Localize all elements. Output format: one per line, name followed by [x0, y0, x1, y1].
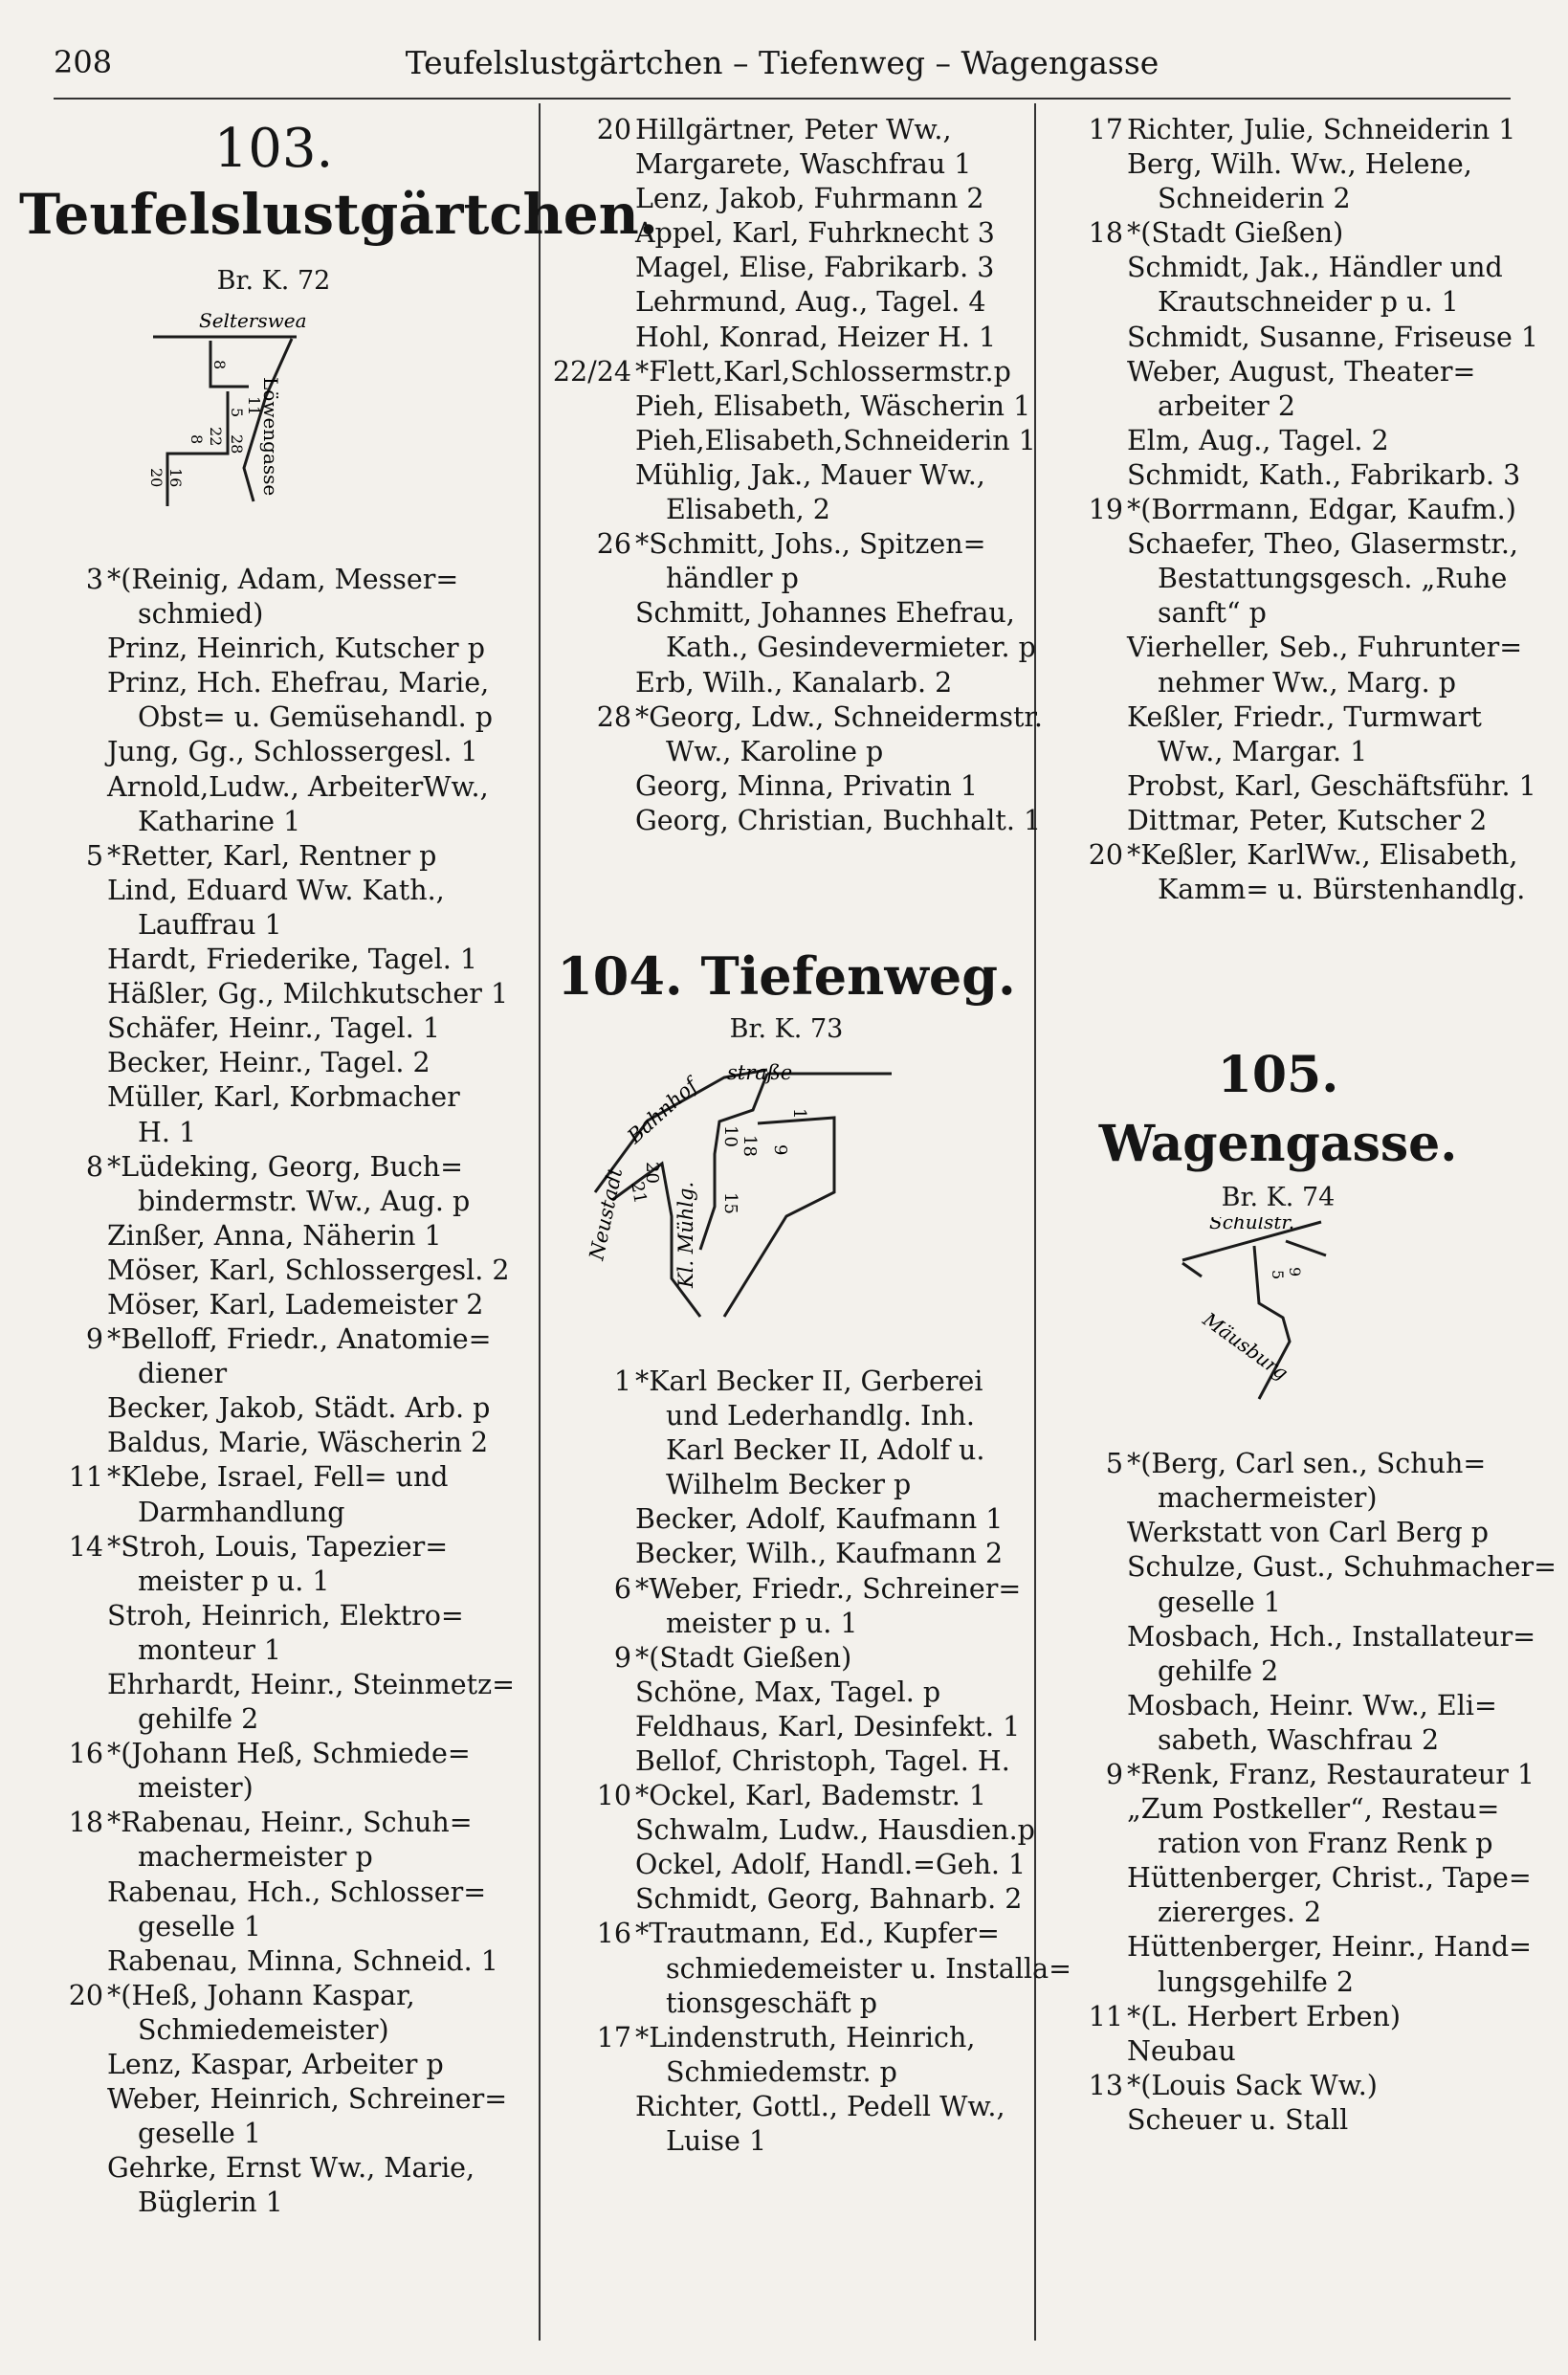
entry-line: *Trautmann, Ed., Kupfer=: [635, 1918, 1000, 1950]
house-number: 9: [613, 1641, 631, 1674]
page-header: [54, 38, 1511, 92]
map-label-schulstr: Schulstr.: [1209, 1217, 1295, 1234]
entries-top: [1039, 113, 1539, 907]
entry: [1039, 493, 1536, 838]
entry-line: Weber, August, Theater=: [1127, 355, 1476, 388]
entry-line: bindermstr. Ww., Aug. p: [138, 1185, 471, 1217]
entry-line: meister): [138, 1772, 254, 1805]
map-label-bahnhof: Bahnhof: [623, 1074, 702, 1148]
entry-line: Schulze, Gust., Schuhmacher=: [1127, 1551, 1557, 1584]
map-label-right-street: Löwengasse: [259, 377, 282, 497]
entry: [547, 700, 1043, 838]
entry-line: Schmidt, Jak., Händler und: [1127, 252, 1503, 284]
entry-line: Luise 1: [666, 2125, 767, 2158]
map-label-n10: 10: [720, 1124, 740, 1147]
entry-line: Vierheller, Seb., Fuhrunter=: [1127, 632, 1523, 664]
entry-line: Hüttenberger, Christ., Tape=: [1127, 1862, 1532, 1895]
entry: [547, 527, 1036, 699]
house-number: 17: [596, 2021, 631, 2053]
entry-line: Schöne, Max, Tagel. p: [635, 1676, 941, 1708]
entry-line: Ww., Karoline p: [666, 735, 884, 767]
entry-line: *Keßler, KarlWw., Elisabeth,: [1127, 838, 1518, 871]
entry: [1039, 2069, 1517, 2138]
entry-line: *Lindenstruth, Heinrich,: [635, 2021, 976, 2053]
entry: [1039, 838, 1526, 907]
entry-line: Schäfer, Heinr., Tagel. 1: [107, 1012, 440, 1045]
entry-line: Möser, Karl, Lademeister 2: [107, 1288, 484, 1321]
house-number: 18: [1088, 217, 1123, 250]
entry-line: *(Reinig, Adam, Messer=: [107, 564, 459, 595]
entry-line: händler p: [666, 563, 799, 595]
entry-line: geselle 1: [1158, 1586, 1281, 1618]
entry-line: Becker, Heinr., Tagel. 2: [107, 1047, 431, 1079]
street-map: [19, 300, 528, 540]
entry-line: Feldhaus, Karl, Desinfekt. 1: [635, 1710, 1021, 1742]
entry-line: schmiedemeister u. Installa=: [666, 1952, 1071, 1985]
entry-line: Pieh, Elisabeth, Wäscherin 1: [635, 389, 1031, 422]
map-line: [1182, 1263, 1202, 1276]
house-number: 17: [1088, 114, 1123, 145]
entry: [547, 2021, 1026, 2159]
district-label: Br. K. 73: [729, 1013, 844, 1044]
house-number: 10: [596, 1780, 631, 1812]
entry: [1039, 2000, 1517, 2069]
map-line: [700, 1074, 767, 1250]
entry-line: Karl Becker II, Adolf u.: [666, 1434, 985, 1467]
entry-line: Stroh, Heinrich, Elektro=: [107, 1599, 464, 1631]
map-label-n21: 21: [627, 1180, 651, 1206]
map-label-n8: 8: [210, 360, 229, 370]
entry: [19, 1806, 528, 1978]
entry-line: *Flett,Karl,Schlossermstr.p: [635, 355, 1011, 388]
entry-line: monteur 1: [138, 1633, 282, 1666]
entry-line: *(Heß, Johann Kaspar,: [107, 1979, 415, 2011]
entry-line: *Karl Becker II, Gerberei: [635, 1365, 983, 1397]
entry: [1039, 1758, 1535, 2000]
entry-line: Schmidt, Susanne, Friseuse 1: [1127, 321, 1539, 353]
entry: [19, 839, 528, 1150]
entry: [1039, 1447, 1557, 1758]
entry-line: Dittmar, Peter, Kutscher 2: [1127, 804, 1488, 836]
entry-line: *Schmitt, Johs., Spitzen=: [635, 528, 986, 561]
entry-line: *Weber, Friedr., Schreiner=: [635, 1572, 1022, 1605]
entry-line: lungsgehilfe 2: [1158, 1965, 1354, 1998]
entry-line: Probst, Karl, Geschäftsführ. 1: [1127, 769, 1536, 802]
entry: [19, 563, 528, 839]
entry-line: Mosbach, Heinr. Ww., Eli=: [1127, 1689, 1497, 1721]
entry-line: Scheuer u. Stall: [1127, 2103, 1349, 2136]
entry-line: Georg, Christian, Buchhalt. 1: [635, 804, 1042, 836]
map-label-muehlg: Kl. Mühlg.: [674, 1181, 697, 1288]
house-number: 18: [68, 1807, 103, 1839]
map-label-strasse: straße: [727, 1060, 793, 1084]
entry-line: Bellof, Christoph, Tagel. H.: [635, 1745, 1010, 1777]
entry-line: Schmitt, Johannes Ehefrau,: [635, 597, 1015, 630]
entry-line: Schaefer, Theo, Glasermstr.,: [1127, 528, 1518, 561]
entry-line: gehilfe 2: [1158, 1654, 1279, 1687]
house-number: 11: [68, 1461, 103, 1494]
entry-line: Richter, Julie, Schneiderin 1: [1127, 114, 1516, 145]
entry: [547, 1779, 1035, 1917]
entry-line: Hardt, Friederike, Tagel. 1: [107, 943, 478, 976]
entry: [547, 1641, 1026, 1779]
map-label-n15: 15: [720, 1191, 740, 1214]
entry-line: Schmidt, Kath., Fabrikarb. 3: [1127, 458, 1521, 491]
entry: [19, 1322, 528, 1460]
entry-line: Lenz, Kaspar, Arbeiter p: [107, 2049, 444, 2081]
entry-line: Mühlig, Jak., Mauer Ww.,: [635, 458, 985, 491]
house-number: 9: [1105, 1759, 1123, 1790]
entry-line: gehilfe 2: [138, 1703, 259, 1736]
entry-line: Becker, Wilh., Kaufmann 2: [635, 1538, 1004, 1570]
map-label-n8b: 8: [188, 434, 206, 445]
map-label-n5: 5: [228, 408, 246, 418]
house-number: 6: [613, 1572, 631, 1605]
entry-line: Becker, Jakob, Städt. Arb. p: [107, 1392, 491, 1425]
entry: [547, 113, 1026, 355]
entry-line: Richter, Gottl., Pedell Ww.,: [635, 2090, 1005, 2122]
entry-line: Neubau: [1127, 2034, 1236, 2067]
entry-line: geselle 1: [138, 2118, 261, 2150]
entry-line: Katharine 1: [138, 805, 301, 837]
entry: [1039, 216, 1539, 493]
map-label-n18: 18: [740, 1134, 760, 1157]
entries: [19, 563, 528, 2221]
house-number: 16: [68, 1738, 103, 1770]
entry-line: Rabenau, Hch., Schlosser=: [107, 1876, 487, 1908]
page-number: 208: [54, 44, 113, 80]
section-title: Teufelslustgärtchen.: [19, 182, 658, 247]
entry: [19, 1530, 528, 1738]
entry-line: *(Berg, Carl sen., Schuh=: [1127, 1448, 1487, 1480]
entry-line: diener: [138, 1358, 228, 1390]
column-2: [547, 113, 1071, 2159]
entry-line: Werkstatt von Carl Berg p: [1127, 1517, 1490, 1549]
map-line: [1286, 1241, 1326, 1255]
house-number: 28: [596, 700, 631, 733]
entry-line: Wilhelm Becker p: [666, 1469, 912, 1501]
map-label-n22: 22: [207, 427, 225, 447]
map-label-n20: 20: [147, 468, 166, 488]
house-number: 8: [85, 1150, 103, 1183]
house-number: 9: [85, 1323, 103, 1356]
entries-bottom: [547, 1365, 1071, 2159]
entry-line: Pieh,Elisabeth,Schneiderin 1: [635, 424, 1036, 456]
map-label-n1: 1: [789, 1107, 809, 1120]
map-label-top-street: Selterswea: [199, 309, 307, 332]
district-label: Br. K. 74: [1221, 1183, 1336, 1213]
map-label-n5: 5: [1269, 1270, 1287, 1280]
entries-bottom: [1039, 1447, 1557, 2138]
entry: [19, 1737, 528, 1806]
entry-line: Büglerin 1: [138, 2186, 283, 2219]
entry-line: arbeiter 2: [1158, 389, 1295, 422]
entry-line: Mosbach, Hch., Installateur=: [1127, 1620, 1536, 1653]
entry-line: Lehrmund, Aug., Tagel. 4: [635, 286, 986, 319]
section-title: 105. Wagengasse.: [1098, 1046, 1458, 1174]
entry-line: Magel, Elise, Fabrikarb. 3: [635, 252, 995, 284]
column-3: [1039, 113, 1557, 2138]
entry-line: *(Stadt Gießen): [635, 1641, 852, 1674]
running-title: Teufelslustgärtchen – Tiefenweg – Wagengasse: [405, 44, 1159, 81]
entry-line: Zinßer, Anna, Näherin 1: [107, 1219, 442, 1252]
house-number: 26: [596, 528, 631, 561]
column-divider-1: [539, 103, 541, 2341]
house-number: 13: [1088, 2069, 1123, 2101]
map-label-n28: 28: [228, 434, 246, 455]
entry-line: Darmhandlung: [138, 1496, 345, 1528]
house-number: 16: [596, 1918, 631, 1950]
house-number: 20: [68, 1979, 103, 2011]
entry-line: Obst= u. Gemüsehandl. p: [138, 701, 494, 734]
entry-line: Ehrhardt, Heinr., Steinmetz=: [107, 1669, 515, 1700]
entry-line: Schneiderin 2: [1158, 183, 1351, 215]
entry-line: *Renk, Franz, Restaurateur 1: [1127, 1759, 1535, 1790]
entry-line: Elisabeth, 2: [666, 494, 830, 526]
entry-line: Prinz, Hch. Ehefrau, Marie,: [107, 667, 490, 699]
entry-line: Weber, Heinrich, Schreiner=: [107, 2083, 508, 2116]
entry-line: tionsgeschäft p: [666, 1987, 878, 2019]
entry-line: Margarete, Waschfrau 1: [635, 148, 972, 181]
entry-line: *(Johann Heß, Schmiede=: [107, 1738, 471, 1770]
entry-line: Prinz, Heinrich, Kutscher p: [107, 633, 485, 665]
entry-line: Häßler, Gg., Milchkutscher 1: [107, 978, 509, 1010]
house-number: 5: [85, 839, 103, 872]
entry-line: Hillgärtner, Peter Ww.,: [635, 114, 952, 145]
entry-line: Ww., Margar. 1: [1158, 735, 1368, 767]
entry-line: *Stroh, Louis, Tapezier=: [107, 1530, 449, 1563]
entry-line: ziererges. 2: [1158, 1897, 1322, 1929]
street-map: [547, 1049, 1026, 1355]
house-number: 5: [1105, 1448, 1123, 1480]
entry-line: meister p u. 1: [138, 1565, 330, 1597]
map-label-n9: 9: [770, 1143, 790, 1156]
entry: [19, 1979, 528, 2221]
entry-line: schmied): [138, 598, 264, 631]
entry: [19, 1150, 528, 1322]
map-label-n20: 20: [642, 1161, 662, 1184]
district-label: Br. K. 72: [216, 266, 331, 296]
map-line: [167, 391, 228, 506]
house-number: 22/24: [552, 355, 631, 388]
entry: [1039, 113, 1517, 216]
entry-line: Schmiedemstr. p: [666, 2055, 897, 2088]
house-number: 19: [1088, 494, 1123, 526]
section-title: 104. Tiefenweg.: [557, 944, 1016, 1007]
entry-line: Berg, Wilh. Ww., Helene,: [1127, 148, 1472, 181]
entry-line: *Belloff, Friedr., Anatomie=: [107, 1323, 492, 1356]
entry: [19, 1460, 528, 1529]
entry-line: *Georg, Ldw., Schneidermstr.: [635, 700, 1043, 733]
entry-line: *Retter, Karl, Rentner p: [107, 839, 437, 872]
entry-line: nehmer Ww., Marg. p: [1158, 666, 1457, 699]
entry-line: Ockel, Adolf, Handl.=Geh. 1: [635, 1849, 1027, 1881]
house-number: 3: [85, 564, 103, 595]
entry-line: Georg, Minna, Privatin 1: [635, 769, 979, 802]
entry-line: Schwalm, Ludw., Hausdien.p: [635, 1814, 1035, 1847]
entry-line: *(Louis Sack Ww.): [1127, 2069, 1378, 2101]
map-label-n16: 16: [166, 468, 185, 488]
section-number: 103.: [213, 118, 334, 180]
house-number: 11: [1088, 2000, 1123, 2032]
entry-line: Becker, Adolf, Kaufmann 1: [635, 1503, 1004, 1536]
entry-line: „Zum Postkeller“, Restau=: [1127, 1793, 1500, 1826]
house-number: 20: [596, 114, 631, 145]
entries-top: [547, 113, 1043, 838]
entry-line: Bestattungsgesch. „Ruhe: [1158, 563, 1508, 595]
entry-line: Lauffrau 1: [138, 908, 282, 941]
entry-line: sabeth, Waschfrau 2: [1158, 1723, 1440, 1756]
entry-line: Lenz, Jakob, Fuhrmann 2: [635, 183, 984, 215]
entry-line: Kath., Gesindevermieter. p: [666, 632, 1036, 664]
entry-line: Hüttenberger, Heinr., Hand=: [1127, 1931, 1532, 1964]
entry-line: Keßler, Friedr., Turmwart: [1127, 700, 1482, 733]
entry-line: *Ockel, Karl, Bademstr. 1: [635, 1780, 986, 1812]
house-number: 20: [1088, 838, 1123, 871]
entry-line: machermeister p: [138, 1841, 373, 1874]
entry-line: Kamm= u. Bürstenhandlg.: [1158, 874, 1526, 906]
entry: [547, 355, 1036, 527]
entry-line: Hohl, Konrad, Heizer H. 1: [635, 321, 997, 353]
entry-line: Jung, Gg., Schlossergesl. 1: [107, 736, 478, 768]
entry-line: *(Stadt Gießen): [1127, 217, 1344, 250]
entry-line: Elm, Aug., Tagel. 2: [1127, 424, 1389, 456]
entry-line: machermeister): [1158, 1482, 1378, 1515]
entry-line: Arnold,Ludw., ArbeiterWw.,: [107, 770, 489, 803]
header-rule: [54, 98, 1511, 100]
entry-line: Möser, Karl, Schlossergesl. 2: [107, 1254, 510, 1286]
entry-line: ration von Franz Renk p: [1158, 1828, 1493, 1860]
entry-line: Müller, Karl, Korbmacher: [107, 1081, 460, 1114]
entry-line: Rabenau, Minna, Schneid. 1: [107, 1944, 498, 1977]
entry-line: Erb, Wilh., Kanalarb. 2: [635, 666, 953, 699]
house-number: 14: [68, 1530, 103, 1563]
entry-line: Krautschneider p u. 1: [1158, 286, 1459, 319]
entry-line: und Lederhandlg. Inh.: [666, 1400, 975, 1432]
entry-line: *Lüdeking, Georg, Buch=: [107, 1150, 464, 1183]
entry-line: meister p u. 1: [666, 1607, 858, 1639]
map-label-neustadt: Neustadt: [585, 1165, 628, 1263]
entry-line: Schmidt, Georg, Bahnarb. 2: [635, 1883, 1023, 1916]
entry-line: Appel, Karl, Fuhrknecht 3: [635, 217, 995, 250]
entry: [547, 1572, 1026, 1641]
entry-line: Schmiedemeister): [138, 2013, 389, 2046]
map-label-n9: 9: [1286, 1267, 1304, 1277]
entry-line: *Klebe, Israel, Fell= und: [107, 1461, 449, 1494]
entry-line: *(L. Herbert Erben): [1127, 2000, 1402, 2032]
map-label-mausburg: Mäusburg: [1199, 1307, 1292, 1386]
entry-line: Lind, Eduard Ww. Kath.,: [107, 874, 445, 906]
entry-line: sanft“ p: [1158, 597, 1267, 630]
entry-line: Baldus, Marie, Wäscherin 2: [107, 1427, 489, 1459]
entry-line: H. 1: [138, 1116, 197, 1148]
entry-line: Gehrke, Ernst Ww., Marie,: [107, 2152, 475, 2185]
entry: [547, 1365, 1026, 1572]
entry-line: *(Borrmann, Edgar, Kaufm.): [1127, 494, 1516, 526]
entry-line: *Rabenau, Heinr., Schuh=: [107, 1807, 473, 1839]
map-label-n11: 11: [245, 396, 263, 416]
entry: [547, 1917, 1071, 2020]
entry-line: geselle 1: [138, 1910, 261, 1942]
street-map: [1039, 1217, 1517, 1409]
house-number: 1: [613, 1365, 631, 1397]
